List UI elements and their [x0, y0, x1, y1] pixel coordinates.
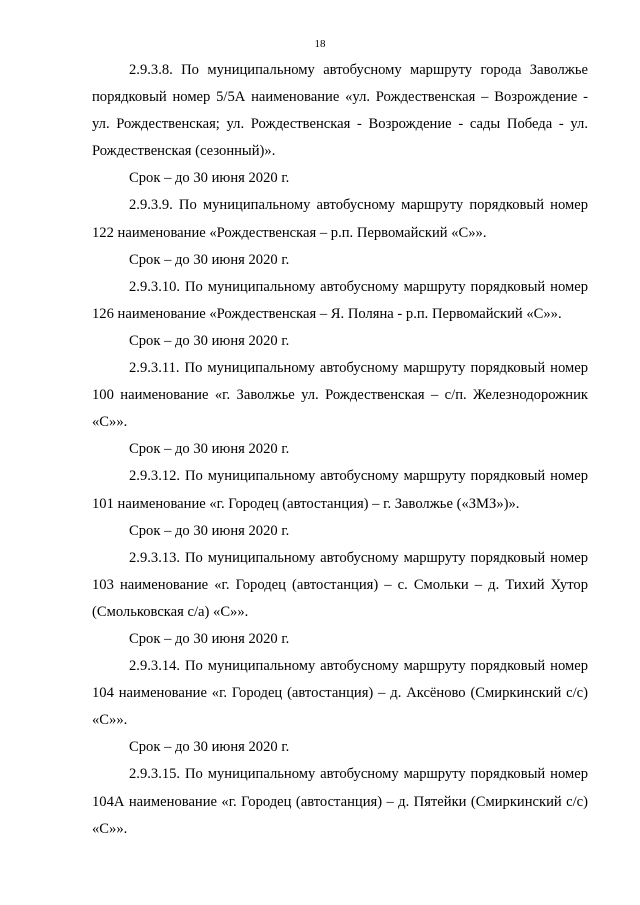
- deadline-text: Срок – до 30 июня 2020 г.: [129, 739, 290, 756]
- paragraph-route-104a: 2.9.3.15. По муниципальному автобусному маршруту порядковый номер 104А наименование «г. Городец (автостанция) – д. Пятейки (Смиркинский с/с) «С»».: [92, 766, 588, 837]
- paragraph-route-103: 2.9.3.13. По муниципальному автобусному маршруту порядковый номер 103 наименование «г. Городец (автостанция) – с. Смольки – д. Тихий Хутор (Смольковская с/а) «С»».: [92, 549, 588, 620]
- deadline-text: Срок – до 30 июня 2020 г.: [129, 251, 290, 268]
- paragraph-route-122: 2.9.3.9. По муниципальному автобусному маршруту порядковый номер 122 наименование «Рождественская – р.п. Первомайский «С»».: [92, 197, 588, 241]
- deadline-text: Срок – до 30 июня 2020 г.: [129, 441, 290, 458]
- paragraph-route-126: 2.9.3.10. По муниципальному автобусному маршруту порядковый номер 126 наименование «Рождественская – Я. Поляна - р.п. Первомайский «С»».: [92, 278, 588, 322]
- deadline-text: Срок – до 30 июня 2020 г.: [129, 332, 290, 349]
- paragraph-route-5-5a: 2.9.3.8. По муниципальному автобусному маршруту города Заволжье порядковый номер 5/5А наименование «ул. Рождественская – Возрождение - ул. Рождественская; ул. Рождественская - Возрождение - сады Победа - ул. Рождественская (сезонный)».: [92, 62, 588, 160]
- page-number: 18: [314, 38, 326, 50]
- paragraph-route-104: 2.9.3.14. По муниципальному автобусному маршруту порядковый номер 104 наименование «г. Городец (автостанция) – д. Аксёново (Смиркинский с/с) «С»».: [92, 658, 588, 729]
- paragraph-route-100: 2.9.3.11. По муниципальному автобусному маршруту порядковый номер 100 наименование «г. Заволжье ул. Рождественская – с/п. Железнодорожник «С»».: [92, 360, 588, 431]
- deadline-text: Срок – до 30 июня 2020 г.: [129, 170, 290, 187]
- deadline-text: Срок – до 30 июня 2020 г.: [129, 522, 290, 539]
- paragraph-route-101: 2.9.3.12. По муниципальному автобусному маршруту порядковый номер 101 наименование «г. Городец (автостанция) – г. Заволжье («ЗМЗ»)».: [92, 468, 588, 512]
- document-body: [92, 57, 588, 843]
- deadline-text: Срок – до 30 июня 2020 г.: [129, 630, 290, 647]
